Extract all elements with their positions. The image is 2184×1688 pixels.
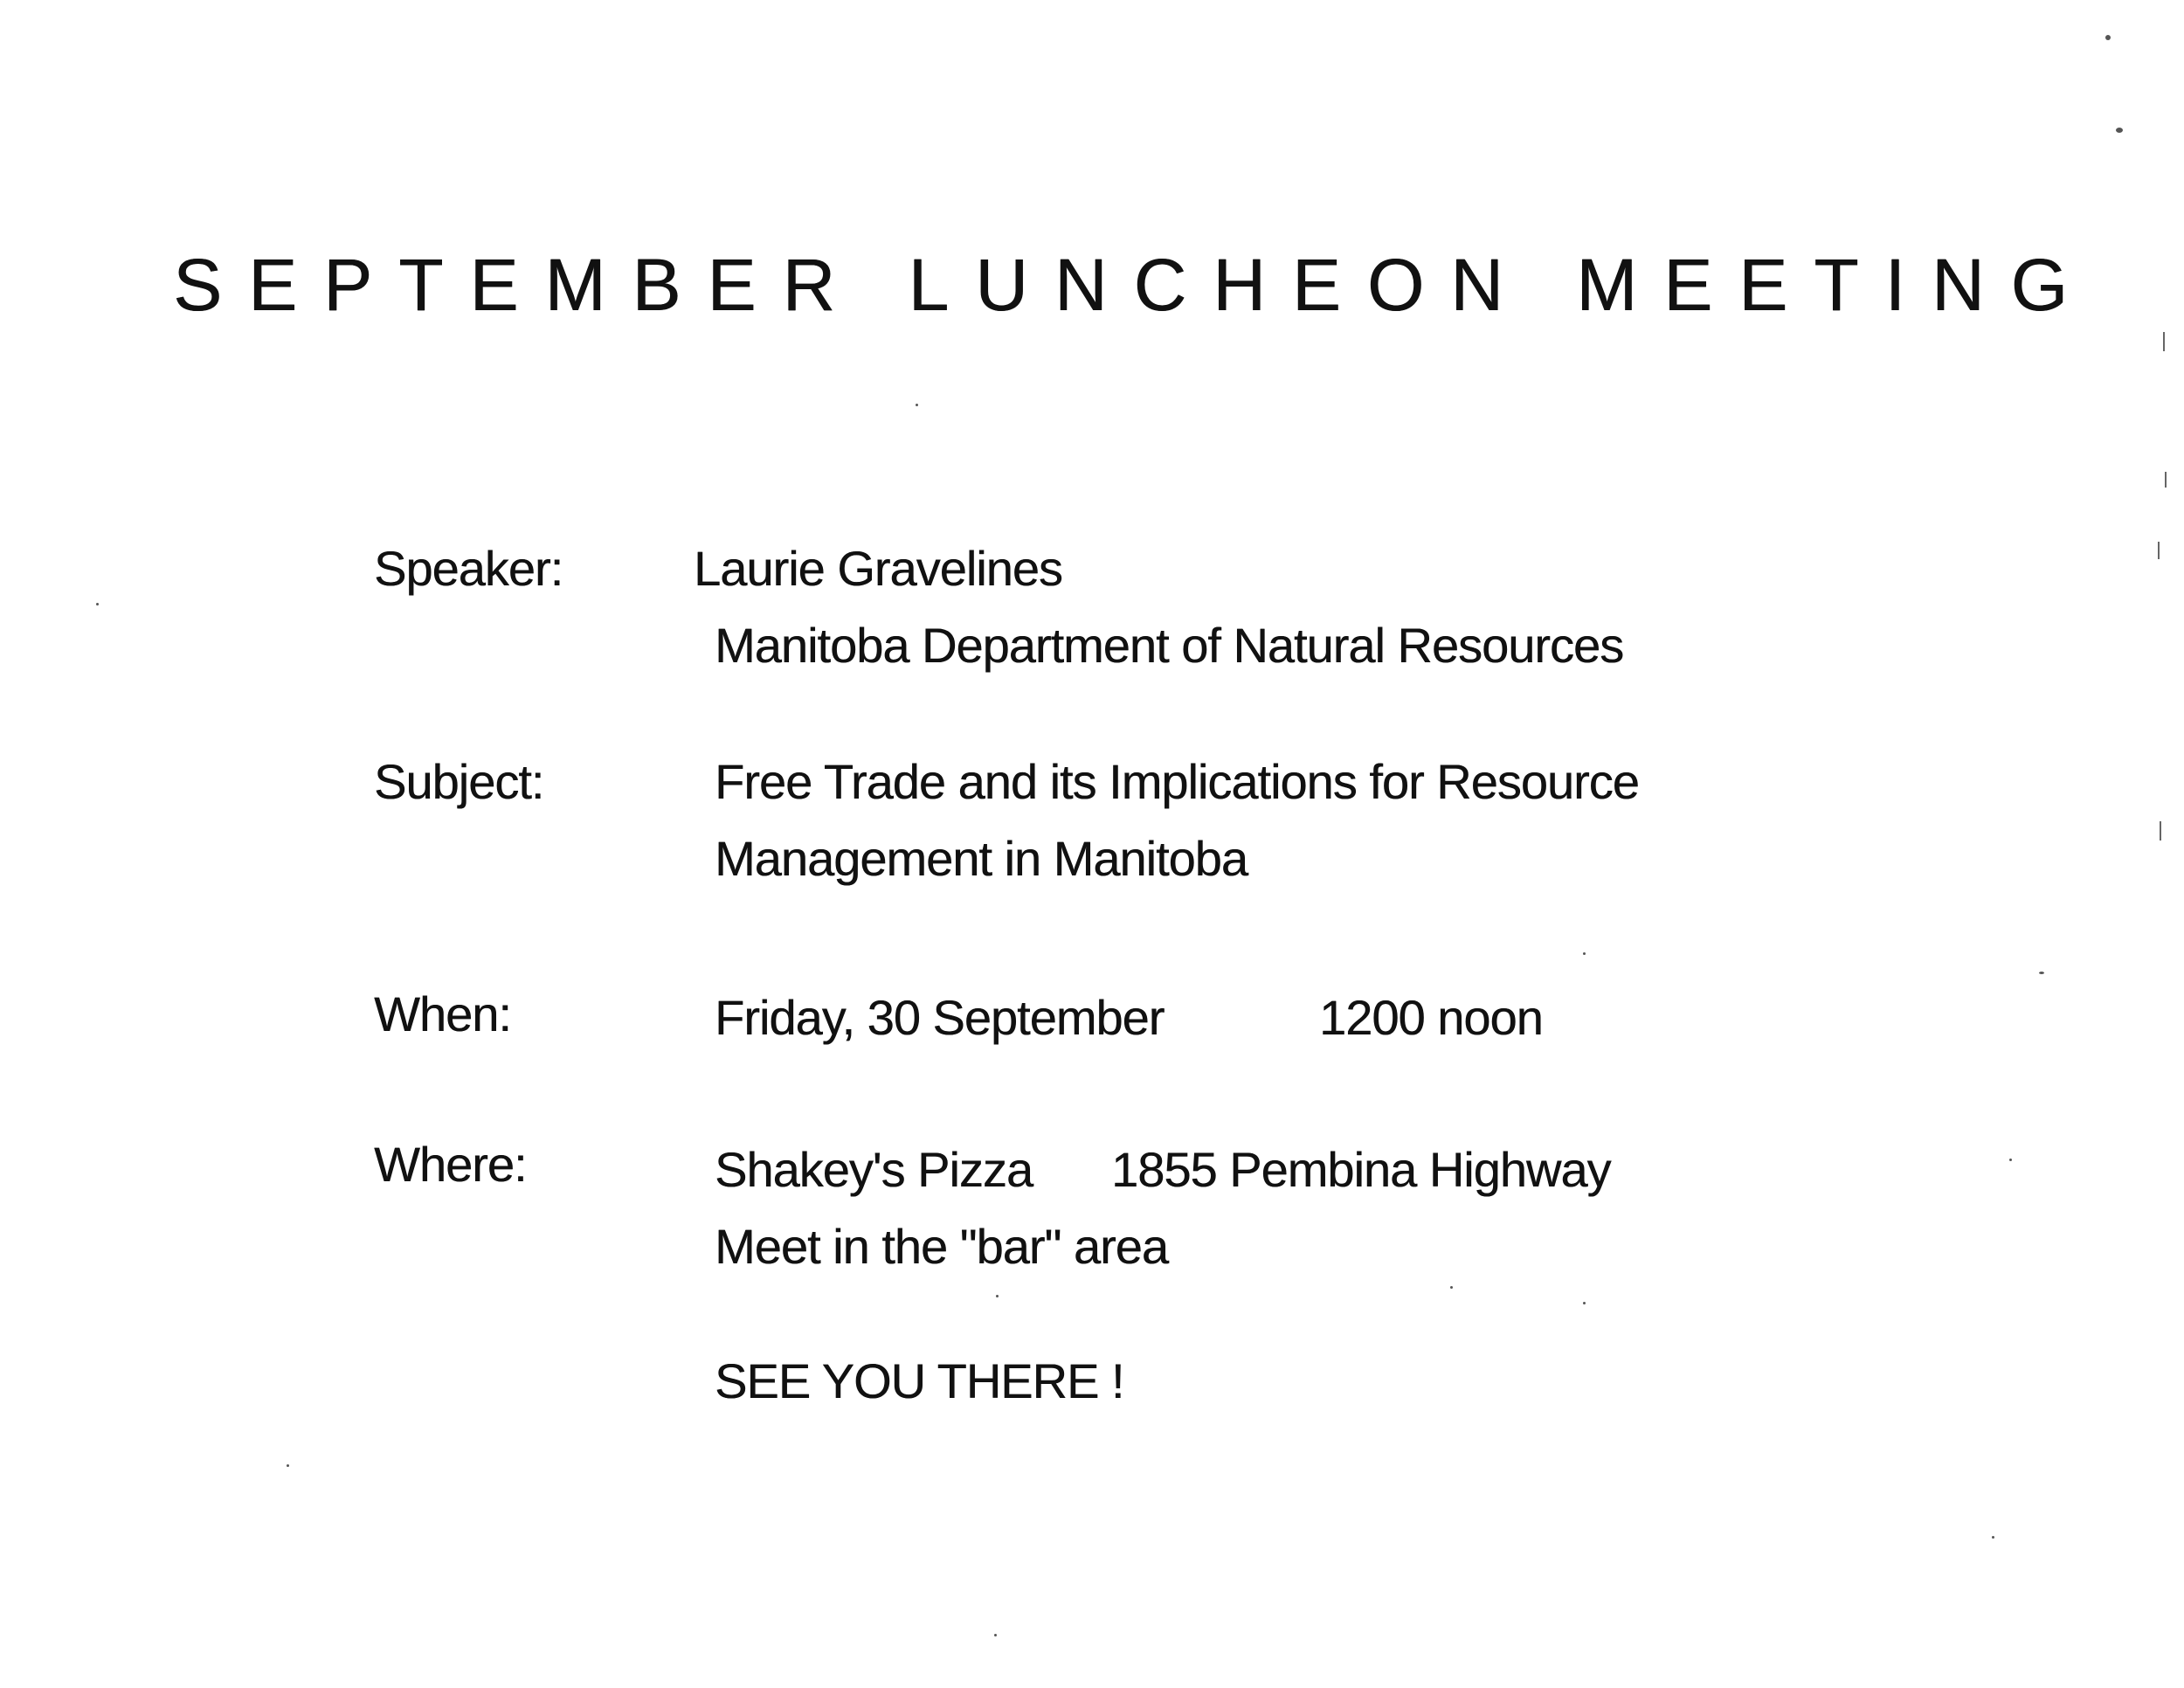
where-note: Meet in the "bar" area (715, 1219, 1168, 1274)
when-label: When: (374, 986, 511, 1041)
subject-line-1: Free Trade and its Implications for Resource (715, 754, 1639, 809)
speaker-affiliation: Manitoba Department of Natural Resources (715, 618, 1624, 673)
subject-line-2: Management in Manitoba (715, 831, 1248, 886)
scan-speck (2116, 128, 2123, 133)
speaker-label: Speaker: (374, 541, 563, 596)
scan-speck (1450, 1286, 1453, 1289)
page-title: SEPTEMBER LUNCHEON MEETING (173, 244, 2094, 326)
closing-line: SEE YOU THERE ! (715, 1353, 1124, 1408)
speaker-name: Laurie Gravelines (694, 541, 1062, 596)
scan-speck (2009, 1159, 2012, 1161)
scan-speck (1583, 952, 1586, 955)
scan-speck (1992, 1536, 1994, 1539)
scan-speck (2039, 972, 2044, 974)
scan-mark (2165, 472, 2167, 488)
subject-label: Subject: (374, 754, 544, 809)
when-date: Friday, 30 September (715, 990, 1165, 1045)
when-time: 1200 noon (1319, 990, 1543, 1045)
where-address: 1855 Pembina Highway (1111, 1142, 1611, 1197)
scan-speck (996, 1295, 999, 1297)
scan-speck (1583, 1302, 1586, 1304)
scan-speck (287, 1464, 289, 1467)
scan-mark (2163, 332, 2165, 351)
scan-speck (994, 1634, 997, 1636)
scan-speck (916, 404, 918, 406)
scan-mark (2160, 821, 2161, 841)
scan-speck (96, 603, 99, 605)
where-label: Where: (374, 1137, 527, 1192)
where-venue: Shakey's Pizza (715, 1142, 1033, 1197)
scan-speck (2105, 35, 2111, 40)
scan-mark (2158, 542, 2160, 559)
